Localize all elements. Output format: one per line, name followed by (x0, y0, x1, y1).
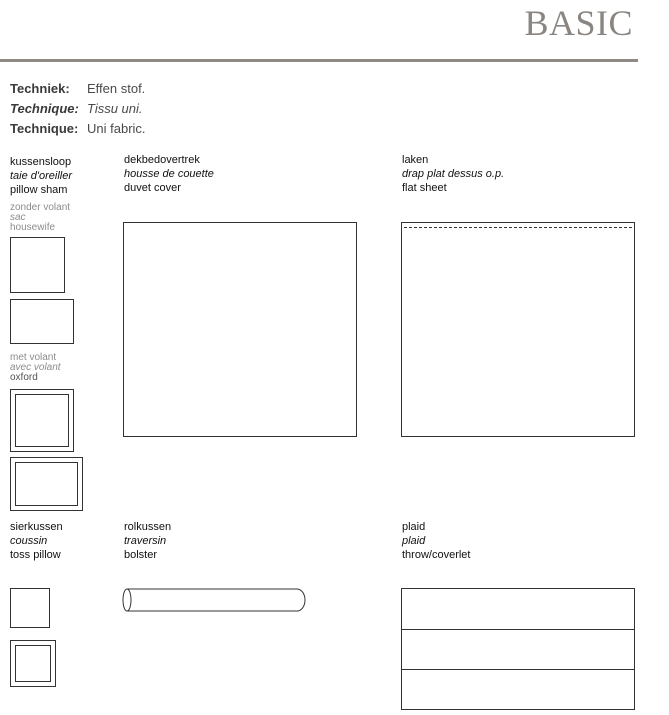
throw-fr: plaid (402, 535, 426, 547)
technique-value-nl: Effen stof. (87, 81, 146, 96)
bolster-nl: rolkussen (124, 521, 172, 533)
toss-pillow-fr: coussin (10, 535, 48, 547)
bolster-label (124, 520, 171, 562)
toss-pillow-nl: sierkussen (10, 521, 63, 533)
duvet-cover-fr: housse de couette (124, 168, 214, 180)
header-rule (0, 59, 638, 62)
technique-label-en: Technique: (10, 121, 79, 136)
oxford-square-inner (15, 394, 69, 447)
pillow-sham-fr: taie d'oreiller (10, 170, 73, 182)
toss-pillow-plain-diagram (10, 588, 50, 628)
technique-fr (10, 99, 143, 119)
flat-sheet-fr: drap plat dessus o.p. (402, 168, 505, 180)
throw-label (402, 520, 470, 562)
page-title: BASIC (524, 3, 633, 43)
technique-label-nl: Techniek: (10, 81, 70, 96)
bolster-diagram (120, 586, 310, 616)
toss-pillow-en: toss pillow (10, 549, 61, 561)
bolster-en: bolster (124, 549, 158, 561)
pillow-sham-en: pillow sham (10, 184, 68, 196)
toss-pillow-flanged-diagram (10, 640, 56, 687)
pillow-sham-nl: kussensloop (10, 156, 72, 168)
flat-sheet-hem-line (404, 227, 632, 228)
pillow-sham-square-diagram (10, 237, 65, 293)
technique-nl (10, 79, 145, 99)
oxford-rect-diagram (10, 457, 83, 511)
throw-diagram (401, 588, 635, 710)
throw-fold-line-1 (402, 629, 634, 630)
with-flap-en: oxford (10, 372, 38, 383)
with-flap-label (10, 353, 61, 383)
duvet-cover-nl: dekbedovertrek (124, 154, 200, 166)
bolster-fr: traversin (124, 535, 167, 547)
pillow-sham-rect-diagram (10, 299, 74, 344)
toss-pillow-flanged-inner (15, 645, 51, 682)
throw-en: throw/coverlet (402, 549, 471, 561)
without-flap-fr: sac (10, 212, 26, 223)
without-flap-nl: zonder volant (10, 202, 71, 213)
pillow-sham-label (10, 155, 72, 197)
without-flap-label (10, 203, 70, 233)
with-flap-nl: met volant (10, 352, 57, 363)
throw-nl: plaid (402, 521, 426, 533)
toss-pillow-label (10, 520, 63, 562)
duvet-cover-en: duvet cover (124, 182, 181, 194)
technique-label-fr: Technique: (10, 101, 79, 116)
duvet-cover-diagram (123, 222, 357, 437)
technique-value-fr: Tissu uni. (87, 101, 143, 116)
duvet-cover-label (124, 153, 214, 195)
without-flap-en: housewife (10, 222, 56, 233)
oxford-rect-inner (15, 462, 78, 506)
with-flap-fr: avec volant (10, 362, 61, 373)
flat-sheet-label (402, 153, 504, 195)
technique-value-en: Uni fabric. (87, 121, 146, 136)
oxford-square-diagram (10, 389, 74, 452)
technique-en (10, 119, 146, 139)
flat-sheet-nl: laken (402, 154, 429, 166)
flat-sheet-en: flat sheet (402, 182, 447, 194)
throw-fold-line-2 (402, 669, 634, 670)
flat-sheet-diagram (401, 222, 635, 437)
